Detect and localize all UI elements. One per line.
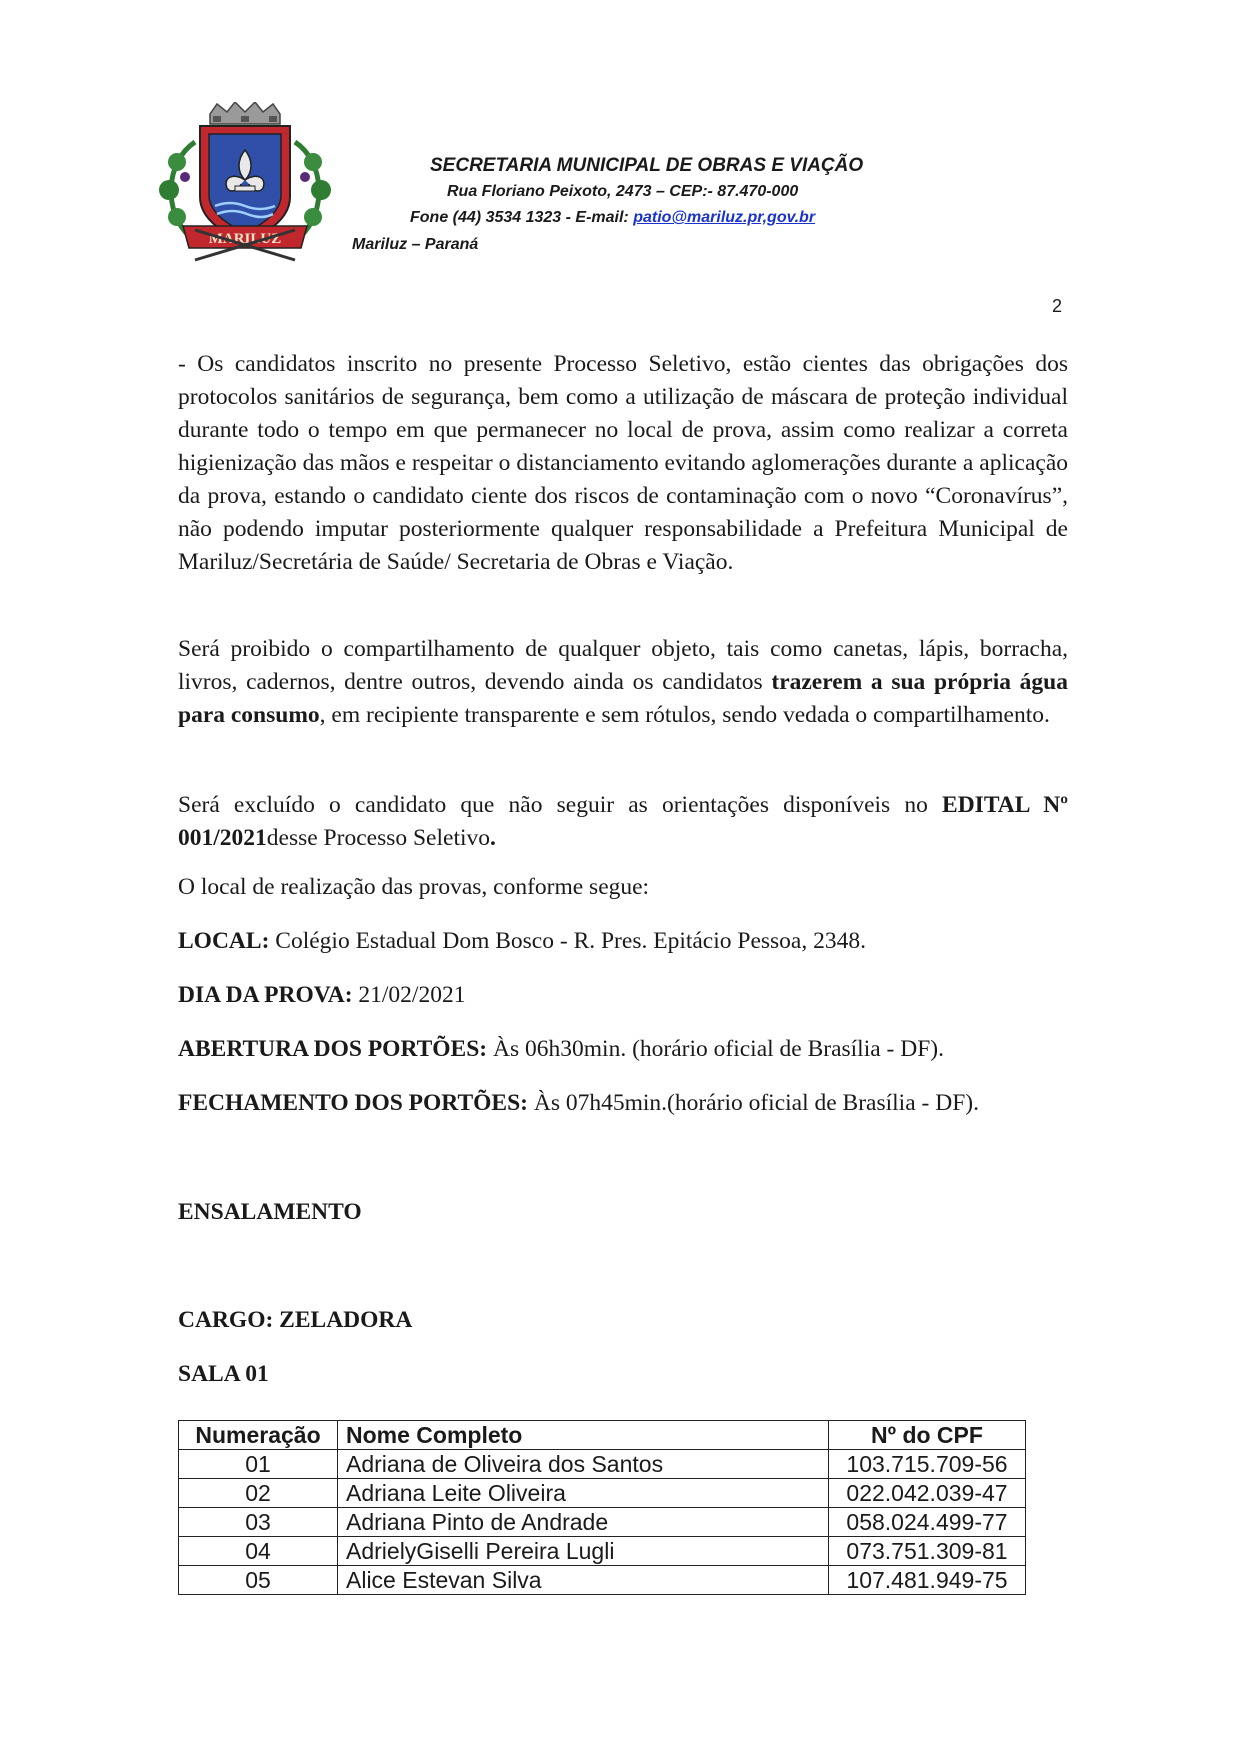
exclusion-text-a: Será excluído o candidato que não seguir as orientações disponíveis no — [178, 792, 943, 818]
paragraph-sharing — [178, 633, 1068, 732]
letterhead-contact — [410, 209, 815, 227]
sharing-text-a: Será proibido o compartilhamento de qualquer objeto, tais como canetas, lápis, borracha, livros, cadernos, dentre outros, devendo ainda os candidatos — [178, 636, 1068, 695]
sala-heading: SALA 01 — [178, 1361, 269, 1387]
section-sala — [178, 1361, 269, 1388]
letterhead-address: Rua Floriano Peixoto, 2473 – CEP:- 87.470-000 — [447, 183, 799, 200]
cell-numeracao: 05 — [179, 1566, 338, 1595]
cell-nome: AdrielyGiselli Pereira Lugli — [338, 1537, 829, 1566]
cell-nome: Alice Estevan Silva — [338, 1566, 829, 1595]
section-ensalamento — [178, 1199, 362, 1226]
municipal-crest-logo — [155, 102, 335, 264]
cell-cpf: 107.481.949-75 — [829, 1566, 1026, 1595]
table-row — [179, 1479, 1026, 1508]
cell-numeracao: 01 — [179, 1450, 338, 1479]
table-header-row — [179, 1421, 1026, 1450]
page-number: 2 — [1052, 296, 1063, 316]
info-abertura — [178, 1036, 944, 1063]
paragraph-exclusion — [178, 789, 1068, 855]
exclusion-edital: EDITAL Nº 001/2021 — [178, 792, 1068, 851]
cell-cpf: 073.751.309-81 — [829, 1537, 1026, 1566]
abertura-label: ABERTURA DOS PORTÕES: — [178, 1036, 488, 1062]
cargo-heading: CARGO: ZELADORA — [178, 1307, 413, 1333]
ensalamento-heading: ENSALAMENTO — [178, 1199, 362, 1225]
table-row — [179, 1537, 1026, 1566]
column-header-nome: Nome Completo — [338, 1421, 829, 1450]
column-header-numeracao: Numeração — [179, 1421, 338, 1450]
info-local — [178, 928, 866, 955]
fechamento-value: Às 07h45min.(horário oficial de Brasília - DF). — [527, 1090, 979, 1116]
cell-nome: Adriana de Oliveira dos Santos — [338, 1450, 829, 1479]
cell-numeracao: 02 — [179, 1479, 338, 1508]
sharing-text-b: , em recipiente transparente e sem rótulos, sendo vedada o compartilhamento. — [319, 702, 1050, 728]
letterhead-title: SECRETARIA MUNICIPAL DE OBRAS E VIAÇÃO — [430, 155, 864, 176]
cell-numeracao: 04 — [179, 1537, 338, 1566]
cell-nome: Adriana Leite Oliveira — [338, 1479, 829, 1508]
info-fechamento — [178, 1090, 979, 1117]
local-label: LOCAL: — [178, 928, 270, 954]
contact-phone: Fone (44) 3534 1323 - E-mail: — [410, 209, 634, 226]
abertura-value: Às 06h30min. (horário oficial de Brasília - DF). — [487, 1036, 944, 1062]
cell-nome: Adriana Pinto de Andrade — [338, 1508, 829, 1537]
dia-value: 21/02/2021 — [352, 982, 466, 1008]
section-cargo — [178, 1307, 412, 1334]
info-dia — [178, 982, 465, 1009]
table-row — [179, 1566, 1026, 1595]
fechamento-label: FECHAMENTO DOS PORTÕES: — [178, 1090, 528, 1116]
cell-cpf: 058.024.499-77 — [829, 1508, 1026, 1537]
letterhead-city: Mariluz – Paraná — [352, 236, 479, 253]
cell-cpf: 103.715.709-56 — [829, 1450, 1026, 1479]
email-link[interactable]: patio@mariluz.pr,gov.br — [633, 209, 816, 226]
column-header-cpf: Nº do CPF — [829, 1421, 1026, 1450]
table-row — [179, 1450, 1026, 1479]
exclusion-text-b: desse Processo Seletivo — [266, 825, 490, 851]
local-value: Colégio Estadual Dom Bosco - R. Pres. Epitácio Pessoa, 2348. — [269, 928, 866, 954]
dia-label: DIA DA PROVA: — [178, 982, 353, 1008]
sharing-text-bold: trazerem a sua própria água para consumo — [178, 669, 1068, 728]
crest-ribbon-text: MARILUZ — [208, 231, 282, 247]
intro-line: O local de realização das provas, conforme segue: — [178, 874, 650, 900]
paragraph-protocols: - Os candidatos inscrito no presente Processo Seletivo, estão cientes das obrigações dos protocolos sanitários de segurança, bem como a utilização de máscara de proteção individual durante todo o tempo em que permanecer no local de prova, assim como realizar a correta higienização das mãos e respeitar o distanciamento evitando aglomerações durante a aplicação da prova, estando o candidato ciente dos riscos de contaminação com o novo “Coronavírus”, não podendo imputar posteriormente qualquer responsabilidade a Prefeitura Municipal de Mariluz/Secretária de Saúde/ Secretaria de Obras e Viação. — [178, 351, 1068, 575]
cell-numeracao: 03 — [179, 1508, 338, 1537]
exclusion-period: . — [490, 825, 496, 851]
table-row — [179, 1508, 1026, 1537]
cell-cpf: 022.042.039-47 — [829, 1479, 1026, 1508]
candidates-table — [178, 1420, 1026, 1595]
